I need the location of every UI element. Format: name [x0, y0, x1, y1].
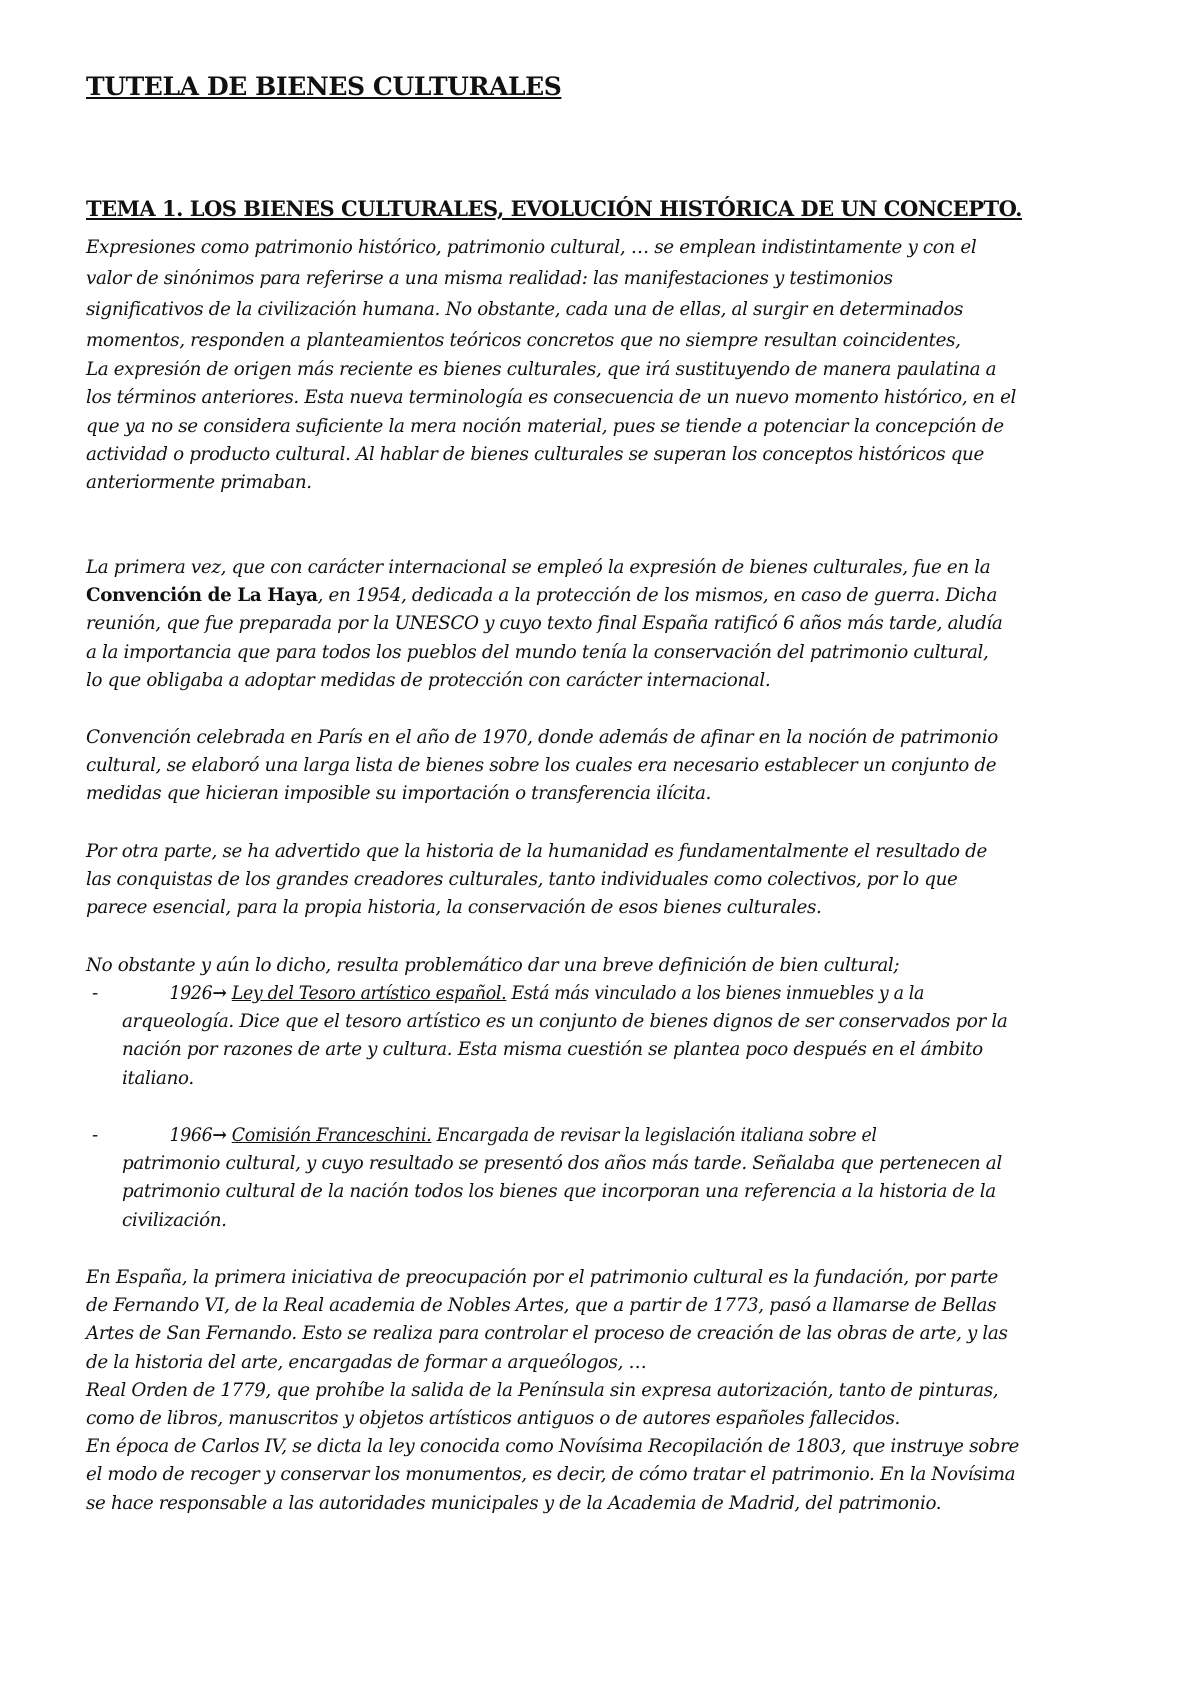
paragraph-3 — [86, 554, 1126, 695]
text-line: La expresión de origen más reciente es bienes culturales, que irá sustituyendo de manera paulatina a — [86, 359, 997, 380]
text-line: actividad o producto cultural. Al hablar de bienes culturales se superan los conceptos históricos que — [86, 443, 984, 465]
commission-link: Comisión Franceschini. — [231, 1125, 432, 1146]
list-dash: - — [92, 983, 99, 1004]
text-line: valor de sinónimos para referirse a una misma realidad: las manifestaciones y testimonios — [86, 268, 893, 289]
text-line: se hace responsable a las autoridades municipales y de la Academia de Madrid, del patrimonio. — [86, 1492, 942, 1514]
arrow-icon: → — [212, 983, 227, 1004]
text-line: lo que obligaba a adoptar medidas de protección con carácter internacional. — [86, 669, 771, 691]
text-line: que ya no se considera suficiente la mera noción material, pues se tiende a potenciar la concepción de — [86, 415, 1004, 437]
text-line: Por otra parte, se ha advertido que la historia de la humanidad es fundamentalmente el resultado de — [86, 841, 987, 862]
text-line: civilización. — [122, 1209, 227, 1231]
text-line: No obstante y aún lo dicho, resulta problemático dar una breve definición de bien cultural; — [86, 955, 900, 976]
text-line: de Fernando VI, de la Real academia de Nobles Artes, que a partir de 1773, pasó a llamarse de Bellas — [86, 1295, 997, 1317]
paragraph-1 — [86, 232, 1126, 356]
law-link: Ley del Tesoro artístico español. — [231, 983, 507, 1004]
text-line — [122, 980, 1072, 1008]
text-line: La primera vez, que con carácter internacional se empleó la expresión de bienes culturales, fue en la — [86, 557, 991, 578]
list-dash: - — [92, 1125, 99, 1146]
list-item — [86, 980, 1126, 1094]
list-item-text — [122, 1122, 1122, 1235]
text-line: significativos de la civilización humana. No obstante, cada una de ellas, al surgir en determinados — [86, 299, 964, 320]
text-line: patrimonio cultural de la nación todos los bienes que incorporan una referencia a la historia de la — [122, 1181, 996, 1203]
paragraph-2 — [86, 356, 1126, 497]
text-line: arqueología. Dice que el tesoro artístico es un conjunto de bienes dignos de ser conservados por la — [122, 1011, 1008, 1033]
text-line: Convención celebrada en París en el año de 1970, donde además de afinar en la noción de patrimonio — [86, 727, 998, 748]
text-line: italiano. — [122, 1067, 194, 1089]
list-item-text — [122, 980, 1122, 1093]
text-line: momentos, responden a planteamientos teóricos concretos que no siempre resultan coincidentes, — [86, 330, 961, 351]
arrow-icon: → — [212, 1125, 227, 1146]
text-segment: , en 1954, dedicada a la protección de los mismos, en caso de guerra. Dicha — [317, 585, 998, 607]
text-line: cultural, se elaboró una larga lista de bienes sobre los cuales era necesario establecer un conjunto de — [86, 755, 997, 777]
text-line: Artes de San Fernando. Esto se realiza para controlar el proceso de creación de las obras de arte, y las — [86, 1323, 1008, 1345]
text-line — [86, 582, 1126, 610]
text-line — [122, 1122, 1072, 1150]
text-line: los términos anteriores. Esta nueva terminología es consecuencia de un nuevo momento histórico, en el — [86, 387, 1017, 409]
text-segment: Encargada de revisar la legislación italiana sobre el — [431, 1125, 877, 1146]
convention-term: Convención de La Haya — [86, 585, 318, 607]
text-line: parece esencial, para la propia historia, la conservación de esos bienes culturales. — [86, 897, 822, 919]
document-title: TUTELA DE BIENES CULTURALES — [86, 72, 562, 101]
paragraph-5 — [86, 838, 1126, 923]
text-line: Real Orden de 1779, que prohíbe la salida de la Península sin expresa autorización, tanto de pinturas, — [86, 1379, 999, 1401]
text-line: medidas que hicieran imposible su importación o transferencia ilícita. — [86, 783, 712, 805]
text-line: como de libros, manuscritos y objetos artísticos antiguos o de autores españoles fallecidos. — [86, 1408, 901, 1430]
section-heading: TEMA 1. LOS BIENES CULTURALES, EVOLUCIÓN HISTÓRICA DE UN CONCEPTO. — [86, 196, 1022, 221]
text-line: patrimonio cultural, y cuyo resultado se presentó dos años más tarde. Señalaba que pertenecen al — [122, 1153, 1002, 1175]
text-line: Expresiones como patrimonio histórico, patrimonio cultural, … se emplean indistintamente y con el — [86, 237, 977, 258]
text-line: de la historia del arte, encargadas de formar a arqueólogos, … — [86, 1351, 647, 1373]
text-line: el modo de recoger y conservar los monumentos, es decir, de cómo tratar el patrimonio. En la Novísima — [86, 1464, 1016, 1486]
text-line: a la importancia que para todos los pueblos del mundo tenía la conservación del patrimonio cultural, — [86, 641, 989, 663]
text-line: nación por razones de arte y cultura. Esta misma cuestión se plantea poco después en el ámbito — [122, 1039, 983, 1061]
paragraph-4 — [86, 724, 1126, 809]
text-line: reunión, que fue preparada por la UNESCO y cuyo texto final España ratificó 6 años más tarde, aludía — [86, 613, 1003, 635]
list-year: 1926 — [169, 983, 213, 1004]
text-line: anteriormente primaban. — [86, 472, 312, 494]
text-line: las conquistas de los grandes creadores culturales, tanto individuales como colectivos, por lo que — [86, 869, 958, 891]
text-line: En época de Carlos IV, se dicta la ley conocida como Novísima Recopilación de 1803, que instruye sobre — [86, 1436, 1020, 1458]
paragraph-7 — [86, 1264, 1126, 1518]
text-line: En España, la primera iniciativa de preocupación por el patrimonio cultural es la fundación, por parte — [86, 1267, 998, 1288]
text-segment: Está más vinculado a los bienes inmuebles y a la — [506, 983, 925, 1004]
paragraph-6-intro — [86, 952, 1126, 980]
list-item — [86, 1122, 1126, 1236]
list-year: 1966 — [169, 1125, 213, 1146]
